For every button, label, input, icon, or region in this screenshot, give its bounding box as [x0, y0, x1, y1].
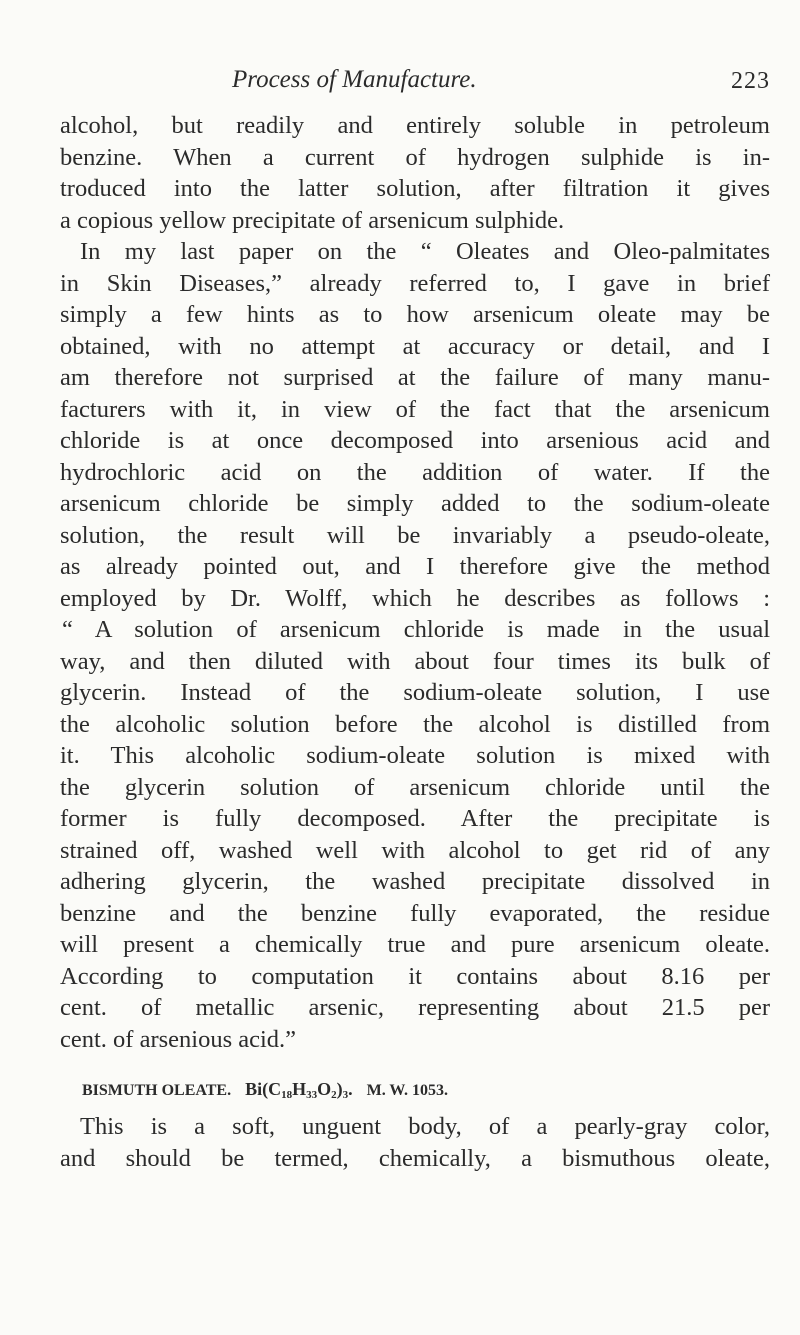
- text-line: it. This alcoholic sodium-oleate solution is mixed with: [60, 742, 770, 769]
- page-number: 223: [731, 68, 770, 94]
- text-line: This is a soft, unguent body, of a pearly-gray color,: [80, 1113, 770, 1140]
- formula-part: .: [348, 1079, 353, 1099]
- section-heading: [60, 1069, 770, 1109]
- running-head: [60, 66, 770, 106]
- text-line: cent. of arsenious acid.”: [60, 1025, 297, 1053]
- text-line: adhering glycerin, the washed precipitate dissolved in: [60, 868, 770, 895]
- text-line: am therefore not surprised at the failure of many manu-: [60, 364, 770, 391]
- paragraph-1: [60, 110, 770, 236]
- formula-part: O: [317, 1079, 332, 1099]
- formula-part: ): [336, 1079, 343, 1099]
- text-line: former is fully decomposed. After the precipitate is: [60, 805, 770, 832]
- text-line: benzine and the benzine fully evaporated, the residue: [60, 899, 770, 927]
- text-line: alcohol, but readily and entirely soluble in petroleum: [60, 112, 770, 139]
- text-line: simply a few hints as to how arsenicum oleate may be: [60, 301, 770, 328]
- formula-subscript: 3: [342, 1089, 349, 1101]
- text-line: glycerin. Instead of the sodium-oleate solution, I use: [60, 679, 770, 706]
- text-line: hydrochloric acid on the addition of water. If the: [60, 458, 770, 486]
- text-line: cent. of metallic arsenic, representing about 21.5 per: [60, 994, 770, 1021]
- text-line: a copious yellow precipitate of arsenicum sulphide.: [60, 206, 565, 234]
- text-line: troduced into the latter solution, after filtration it gives: [60, 175, 770, 202]
- molecular-weight: M. W. 1053.: [366, 1082, 448, 1099]
- text-line: “ A solution of arsenicum chloride is made in the usual: [62, 616, 770, 643]
- formula-part: Bi(C: [245, 1079, 282, 1099]
- text-line: in Skin Diseases,” already referred to, I gave in brief: [60, 269, 770, 297]
- text-line: the glycerin solution of arsenicum chloride until the: [60, 773, 770, 801]
- section-heading-name: BISMUTH OLEATE.: [82, 1082, 232, 1099]
- text-line: the alcoholic solution before the alcohol is distilled from: [60, 710, 770, 738]
- text-line: solution, the result will be invariably a pseudo-oleate,: [60, 521, 770, 549]
- text-line: obtained, with no attempt at accuracy or detail, and I: [60, 332, 770, 360]
- text-line: chloride is at once decomposed into arsenious acid and: [60, 427, 770, 454]
- chemical-formula: [245, 1079, 353, 1099]
- text-line: facturers with it, in view of the fact that the arsenicum: [60, 395, 770, 423]
- paragraph-2: [60, 236, 770, 1055]
- text-line: strained off, washed well with alcohol to get rid of any: [60, 836, 770, 864]
- text-line: benzine. When a current of hydrogen sulphide is in-: [60, 143, 770, 171]
- text-line: and should be termed, chemically, a bismuthous oleate,: [60, 1144, 770, 1172]
- text-line: will present a chemically true and pure arsenicum oleate.: [60, 931, 770, 958]
- text-line: employed by Dr. Wolff, which he describes as follows :: [60, 584, 770, 612]
- text-line: According to computation it contains about 8.16 per: [60, 962, 770, 990]
- formula-part: H: [292, 1079, 307, 1099]
- text-line: way, and then diluted with about four times its bulk of: [60, 647, 770, 675]
- text-line: In my last paper on the “ Oleates and Oleo-palmitates: [80, 238, 770, 265]
- text-line: as already pointed out, and I therefore give the method: [60, 553, 770, 580]
- body-text: [60, 110, 770, 1174]
- paragraph-3: [60, 1111, 770, 1174]
- formula-subscript: 2: [331, 1089, 337, 1101]
- text-line: arsenicum chloride be simply added to the sodium-oleate: [60, 490, 770, 517]
- formula-subscript: 18: [281, 1089, 293, 1101]
- running-title: Process of Manufacture.: [232, 66, 477, 93]
- formula-subscript: 33: [306, 1089, 318, 1101]
